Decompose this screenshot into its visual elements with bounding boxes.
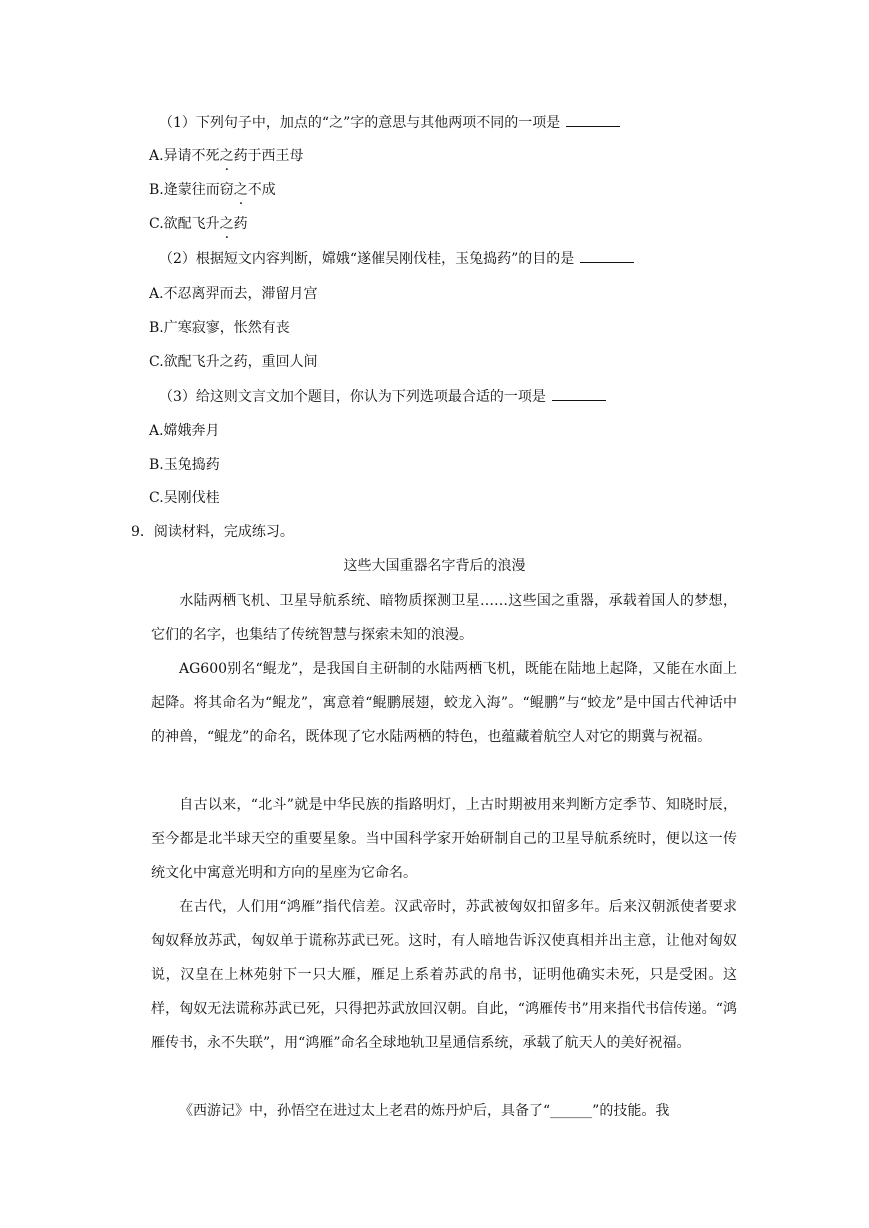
- q2-option-b: B.广寒寂寥，怅然有丧: [149, 320, 290, 336]
- question-2-stem: （2）根据短文内容判断，嫦娥“遂催吴刚伐桂，玉兔捣药”的目的是: [159, 251, 575, 267]
- question-9-label: 9．阅读材料，完成练习。: [131, 524, 294, 540]
- question-1: [159, 112, 620, 133]
- passage-paragraph-3: 自古以来，“北斗”就是中华民族的指路明灯，上古时期被用来判断方定季节、知晓时辰，至今都是北半球天空的重要星象。当中国科学家开始研制自己的卫星导航系统时，便以这一传统文化中寓意光明和方向的星座为它命名。: [151, 797, 737, 881]
- question-3: [159, 386, 606, 407]
- dotted-char: 之: [219, 148, 234, 164]
- q2-option-c: C.欲配飞升之药，重回人间: [149, 354, 318, 370]
- dotted-char: 之: [219, 216, 234, 232]
- q3-option-c: C.吴刚伐桂: [149, 490, 220, 506]
- passage-paragraph-2: AG600别名“鲲龙”，是我国自主研制的水陆两栖飞机，既能在陆地上起降，又能在水面上起降。将其命名为“鲲龙”，寓意着“鲲鹏展翅，蛟龙入海”。“鲲鹏”与“蛟龙”是中国古代神话中的神兽，“鲲龙”的命名，既体现了它水陆两栖的特色，也蕴藏着航空人对它的期冀与祝福。: [151, 661, 737, 745]
- passage-paragraph-5: 《西游记》中，孙悟空在进过太上老君的炼丹炉后，具备了“______”的技能。我: [179, 1103, 670, 1119]
- q1-option-b: B.逄蒙往而窃之不成: [149, 182, 276, 198]
- answer-blank-1[interactable]: [566, 112, 620, 127]
- question-3-stem: （3）给这则文言文加个题目，你认为下列选项最合适的一项是: [159, 389, 546, 405]
- question-2: [159, 248, 634, 269]
- q3-option-b: B.玉兔捣药: [149, 457, 220, 473]
- question-1-stem: （1）下列句子中，加点的“之”字的意思与其他两项不同的一项是: [159, 115, 561, 131]
- answer-blank-2[interactable]: [580, 248, 634, 263]
- passage-paragraph-1: 水陆两栖飞机、卫星导航系统、暗物质探测卫星……这些国之重器，承载着国人的梦想，它们的名字，也集结了传统智慧与探索未知的浪漫。: [151, 593, 737, 643]
- q1-option-a: A.异请不死之药于西王母: [149, 148, 304, 164]
- passage-paragraph-4: 在古代，人们用“鸿雁”指代信差。汉武帝时，苏武被匈奴扣留多年。后来汉朝派使者要求匈奴释放苏武，匈奴单于谎称苏武已死。这时，有人暗地告诉汉使真相并出主意，让他对匈奴说，汉皇在上林苑射下一只大雁，雁足上系着苏武的帛书，证明他确实未死，只是受困。这样，匈奴无法谎称苏武已死，只得把苏武放回汉朝。自此，“鸿雁传书”用来指代书信传递。“鸿雁传书，永不失联”，用“鸿雁”命名全球地轨卫星通信系统，承载了航天人的美好祝福。: [151, 899, 737, 1051]
- q1-option-c: C.欲配飞升之药: [149, 216, 248, 232]
- passage-title: 这些大国重器名字背后的浪漫: [343, 558, 526, 574]
- q3-option-a: A.嫦娥奔月: [149, 423, 220, 439]
- answer-blank-3[interactable]: [552, 386, 606, 401]
- dotted-char: 之: [233, 182, 248, 198]
- q2-option-a: A.不忍离羿而去，滞留月宫: [149, 286, 318, 302]
